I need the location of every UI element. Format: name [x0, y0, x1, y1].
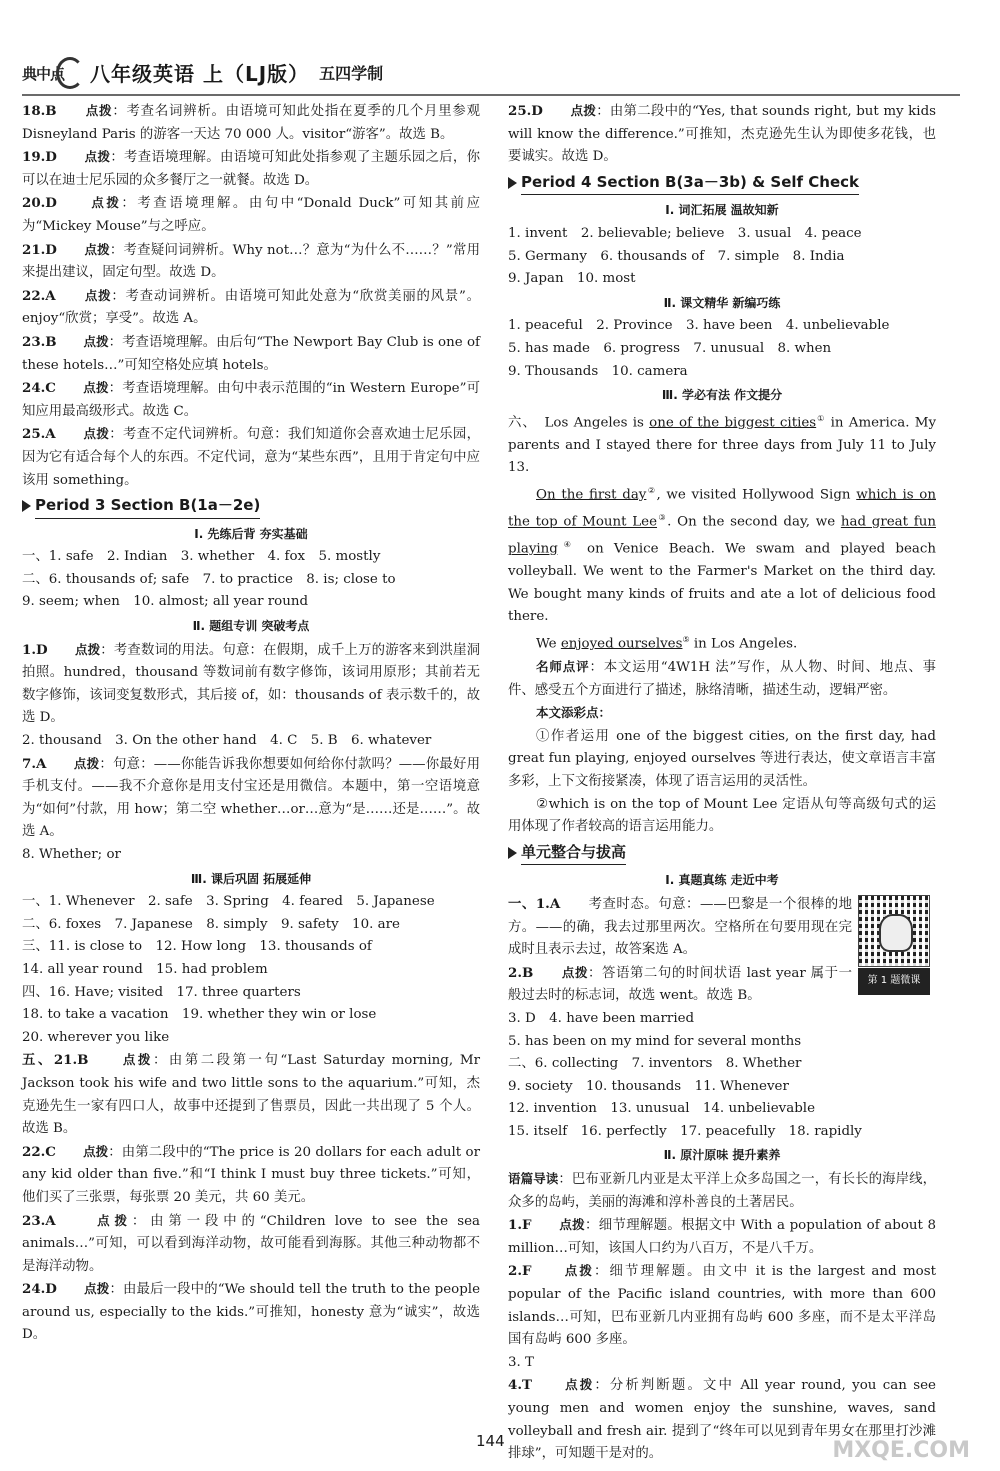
hint-label: 点拨 [83, 1143, 109, 1159]
hint-label: 点拨 [559, 1217, 585, 1233]
answer-line: 5. Germany 6. thousands of 7. simple 8. India [508, 248, 845, 264]
item-answer: A [45, 287, 56, 304]
period-4-heading: Period 4 Section B(3a－3b) & Self Check [508, 171, 936, 196]
item-answer: B [45, 103, 57, 119]
qr-code-icon[interactable] [858, 895, 930, 967]
page-number: 144 [476, 1432, 505, 1450]
hint-label: 点拨 [84, 1281, 110, 1297]
item-number: 五、21. [22, 1052, 78, 1069]
item-text: ：考查动词辨析。由语境可知此处意为“欣赏美丽的风景”。enjoy“欣赏；享受”。故选 A。 [22, 288, 480, 327]
header-rule [22, 94, 960, 96]
item-number: 1. [22, 641, 36, 658]
item-text: 考查时态。句意：——巴黎是一个很棒的地方。——的确，我去过那里两次。空格所在句要用现在完成时且表示去过，故答案选 A。 [508, 896, 853, 958]
answer-item [508, 1260, 936, 1351]
page-header [22, 54, 383, 90]
answer-item [22, 1210, 480, 1279]
teacher-avatar-icon [879, 914, 913, 952]
brand-logo-text: 典中点 [22, 65, 65, 83]
hint-label: 点拨 [561, 964, 589, 980]
item-answer: A [35, 755, 47, 772]
item-text: ：考查语境理解。由句中“Donald Duck”可知其前应为“Mickey Mouse”与之呼应。 [22, 196, 480, 234]
unit-line-3: 3. T [508, 1354, 534, 1370]
passage-guide: 语篇导读：巴布亚新几内亚是太平洋上众多岛国之一，有长长的海岸线，众多的岛屿，美丽的海滩和淳朴善良的土著居民。 [508, 1171, 936, 1210]
item-text: ：考查语境理解。由语境可知此处指参观了主题乐园之后，你可以在迪士尼乐园的众多餐厅之一就餐。故选 D。 [22, 150, 481, 188]
answer-item [22, 100, 480, 146]
item-number: 24. [22, 380, 46, 397]
item-answer: T [521, 1377, 532, 1394]
answer-item [508, 100, 936, 169]
answer-line: 14. all year round 15. had problem [22, 961, 268, 977]
item-number: 23. [22, 333, 46, 350]
hint-label: 点拨 [73, 755, 100, 771]
section-2-items [22, 639, 480, 730]
answer-line: 9. Thousands 10. camera [508, 363, 688, 379]
item-number: 24. [22, 1281, 46, 1298]
item-answer: D [45, 195, 57, 212]
answer-line: 3. D 4. have been married [508, 1010, 695, 1026]
answer-item [22, 377, 480, 423]
brand-logo [22, 57, 84, 87]
answer-line: 四、16. Have; visited 17. three quarters [22, 984, 301, 1000]
item-answer: C [45, 1143, 56, 1160]
answer-item [22, 1278, 480, 1347]
item-text: ：分析判断题。文中 All year round, you can see young men and women enjoy the sunshine, waves, sand volleyball and fresh air. 提到了“终年可以见到青年男女在那里打沙滩排球”，可知题干是对的。 [508, 1378, 936, 1462]
p4-section-3-heading: Ⅲ. 学必有法 作文提分 [661, 388, 783, 403]
item-number: 18. [22, 103, 46, 119]
item-answer: D [45, 149, 57, 166]
section-3-heading: Ⅲ. 课后巩固 拓展延伸 [190, 871, 312, 886]
book-subtitle: 五四学制 [319, 63, 384, 83]
item-answer: B [521, 964, 534, 981]
item-answer: D [531, 103, 543, 119]
answer-line: 二、6. collecting 7. inventors 8. Whether [508, 1056, 802, 1072]
answer-list-left-top [22, 100, 480, 492]
answer-item [22, 1141, 480, 1210]
item-text: ：考查数词的用法。句意：在假期，成千上万的游客来到洪崖洞拍照。hundred，thousand 等数词前有数字修饰，该词用原形；其前若无数字修饰，该词变复数形式，其后接 of，如：thousands of 表示数千的，故选 D。 [22, 642, 481, 726]
hint-label: 点拨 [565, 1377, 595, 1393]
answer-line: 9. society 10. thousands 11. Whenever [508, 1078, 789, 1094]
brand-logo-mark [56, 57, 84, 89]
item-text: ：句意：——你能告诉我你想要如何给你付款吗？——你最好用手机支付。——我不介意你是用支付宝还是用微信。本题中，第一空语境意为“如何”付款，用 how；第二空 whether…or…意为“是……还是……”。故选 A。 [22, 756, 481, 840]
answer-item [22, 423, 480, 492]
answer-item [22, 1049, 480, 1140]
section-2-heading: Ⅱ. 题组专训 突破考点 [192, 619, 310, 634]
unit-answers [508, 1008, 936, 1144]
highlight-1: ①作者运用 one of the biggest cities, on the first day, had great fun playing, enjoyed ourselves 等进行表达，使文章语言丰富多彩，上下文衔接紧凑，体现了语言运用的灵活性。 [508, 728, 936, 789]
answer-list-right-top [508, 100, 936, 169]
answer-line: 15. itself 16. perfectly 17. peacefully 18. rapidly [508, 1123, 862, 1139]
item-text: ：由第二段第一句“Last Saturday morning, Mr Jackson took his wife and two little sons to the aquarium.”可知，杰克逊先生一家有四口人，故事中还提到了售票员，因此一共出现了 5 个人。故选 B。 [22, 1053, 481, 1137]
answer-line: 5. has made 6. progress 7. unusual 8. when [508, 340, 832, 356]
item-number: 21. [22, 241, 46, 258]
answer-item [22, 192, 480, 238]
answer-line: 9. Japan 10. most [508, 271, 636, 287]
section-2-line-b: 8. Whether; or [22, 847, 121, 862]
item-answer: A [45, 1212, 56, 1229]
answer-item [508, 1214, 936, 1260]
item-text: ：由第二段中的“The price is 20 dollars for each adult or any kid older than five.”和“I think I must buy three tickets.”可知，他们买了三张票，每张票 20 美元，共 60 美元。 [22, 1144, 481, 1205]
item-text: ：考查名词辨析。由语境可知此处指在夏季的几个月里参观 Disneyland Paris 的游客一天达 70 000 人。visitor“游客”。故选 B。 [22, 104, 480, 142]
item-number: 4. [508, 1377, 522, 1394]
answer-line: 一、1. Whenever 2. safe 3. Spring 4. feared 5. Japanese [22, 894, 435, 910]
section-3-items [22, 1049, 480, 1347]
item-text: ：考查疑问词辨析。Why not…？意为“为什么不……？”常用来提出建议，固定句型。故选 D。 [22, 242, 481, 281]
answer-line: 三、11. is close to 12. How long 13. thousands of [22, 939, 372, 955]
item-answer: D [35, 641, 48, 658]
highlight-2: ②which is on the top of Mount Lee 定语从句等高级句式的运用体现了作者较高的语言运用能力。 [508, 796, 936, 835]
p4-section-2-heading: Ⅱ. 课文精华 新编巧练 [663, 295, 781, 310]
qr-caption: 第 1 题微课 [858, 968, 930, 995]
left-column [22, 100, 480, 1347]
essay-paragraph-3: We enjoyed ourselves⑤ in Los Angeles. [536, 634, 798, 652]
section-1-heading: Ⅰ. 先练后背 夯实基础 [194, 526, 308, 541]
item-text: ：由最后一段中的“We should tell the truth to the people around us, especially to the kids.”可推知，honesty 意为“诚实”，故选 D。 [22, 1282, 480, 1343]
unit-section-2-heading: Ⅱ. 原汁原味 提升素养 [663, 1148, 781, 1163]
item-number: 1. [508, 1217, 522, 1234]
answer-line: 5. has been on my mind for several months [508, 1033, 802, 1049]
answer-line: 20. wherever you like [22, 1029, 170, 1045]
item-number: 23. [22, 1212, 46, 1229]
item-text: ：考查语境理解。由后句“The Newport Bay Club is one of these hotels…”可知空格处应填 hotels。 [22, 334, 480, 373]
item-text: ：考查不定代词辨析。句意：我们知道你会喜欢迪士尼乐园，因为它有适合每个人的东西。不定代词，意为“某些东西”，且用于肯定句中应该用 something。 [22, 427, 481, 488]
section-1-answers [22, 546, 480, 614]
item-number: 25. [22, 426, 46, 443]
item-text: ：由第一段中的“Children love to see the sea animals…”可知，可以看到海洋动物，故可能看到海豚。其他三种动物都不是海洋动物。 [22, 1213, 480, 1274]
answer-line: 1. peaceful 2. Province 3. have been 4. unbelievable [508, 318, 890, 334]
section-3-answers [22, 891, 480, 1049]
p4-section-1-heading: Ⅰ. 词汇拓展 温故知新 [665, 203, 779, 218]
answer-line: 18. to take a vacation 19. whether they win or lose [22, 1007, 377, 1023]
p4-section-1-answers [508, 223, 936, 291]
answer-line: 二、6. foxes 7. Japanese 8. simply 9. safety 10. are [22, 916, 400, 932]
triangle-bullet-icon [508, 177, 517, 189]
item-answer: B [45, 333, 57, 350]
hint-label: 点拨 [564, 1263, 594, 1279]
item-number: 7. [22, 755, 36, 772]
hint-label: 点拨 [83, 380, 109, 396]
answer-item [22, 753, 480, 844]
answer-line: 二、6. thousands of; safe 7. to practice 8. is; close to [22, 571, 396, 587]
right-column [508, 100, 936, 1466]
section-2-line-a: 2. thousand 3. On the other hand 4. C 5. B 6. whatever [22, 733, 432, 749]
answer-line: 9. seem; when 10. almost; all year round [22, 594, 309, 610]
item-answer: D [45, 241, 57, 258]
answer-line: 12. invention 13. unusual 14. unbelievable [508, 1101, 816, 1117]
teacher-comment: 名师点评：本文运用“4W1H 法”写作，从人物、时间、地点、事件、感受五个方面进行了描述，脉络清晰，描述生动，逻辑严密。 [508, 659, 936, 698]
item-text: ：细节理解题。根据文中 With a population of about 8 million…可知，该国人口约为八百万，不是八千万。 [508, 1218, 936, 1256]
qr-code-block[interactable] [858, 895, 936, 995]
answer-item [22, 331, 480, 377]
hint-label: 点拨 [570, 103, 597, 118]
hint-label: 点拨 [122, 1052, 153, 1068]
essay-paragraph-2: On the first day②, we visited Hollywood Sign which is on the top of Mount Lee③. On the second day, we had great fun playing④ on Venice Beach. We swam and played beach volleyball. We went to the Farmer's Market on the third day. We bought many kinds of fruits and ate a lot of delicious food there. [508, 485, 937, 625]
answer-line: 1. invent 2. believable; believe 3. usual 4. peace [508, 225, 862, 241]
item-number: 22. [22, 287, 46, 304]
hint-label: 点拨 [83, 426, 110, 442]
item-answer: F [521, 1263, 532, 1280]
hint-label: 点拨 [83, 333, 109, 349]
item-number: 19. [22, 149, 46, 166]
item-number: 25. [508, 103, 532, 119]
item-number: 20. [22, 195, 46, 212]
hint-label: 点拨 [84, 241, 110, 257]
answer-item [22, 285, 480, 331]
answer-item [22, 639, 480, 730]
item-answer: B [77, 1052, 89, 1069]
item-answer: C [45, 380, 56, 397]
item-answer: D [45, 1281, 57, 1298]
item-text: ：细节理解题。由文中 it is the largest and most popular of the Pacific island countries, with more than 600 islands…可知，巴布亚新几内亚拥有岛屿 600 多座，而不是太平洋岛国有岛屿 600 多座。 [508, 1264, 936, 1348]
item-text: ：由第二段中的“Yes, that sounds right, but my kids will know the difference.”可推知，杰克逊先生认为即使多花钱，也要诚实。故选 D。 [508, 104, 937, 165]
item-number: 一、1. [508, 895, 550, 912]
item-answer: A [45, 426, 56, 443]
hint-label: 点拨 [91, 195, 122, 211]
item-text: ：考查语境理解。由句中表示范围的“in Western Europe”可知应用最高级形式。故选 C。 [22, 381, 480, 419]
unit-review-heading: 单元整合与拔高 [508, 841, 936, 866]
highlight-label: 本文添彩点： [536, 705, 612, 721]
hint-label: 点拨 [84, 149, 111, 165]
hint-label: 点拨 [85, 103, 113, 118]
item-number: 22. [22, 1143, 46, 1160]
p4-section-2-answers [508, 315, 936, 383]
hint-label: 点拨 [84, 287, 112, 303]
section-2-items-b [22, 753, 480, 844]
essay-paragraph-1: 六、 Los Angeles is one of the biggest cities① in America. My parents and I stayed there for three days from July 11 to July 13. [508, 413, 937, 476]
unit-section-1-heading: Ⅰ. 真题真练 走近中考 [665, 873, 779, 888]
answer-line: 一、1. safe 2. Indian 3. whether 4. fox 5. mostly [22, 549, 381, 565]
book-title: 八年级英语 上（LJ版） [90, 61, 310, 86]
unit-items-2 [508, 1214, 936, 1352]
item-answer: F [521, 1217, 532, 1234]
answer-item [22, 239, 480, 285]
triangle-bullet-icon [508, 847, 517, 859]
item-text: ：答语第二句的时间状语 last year 属于一般过去时的标志词，故选 went。故选 B。 [508, 965, 852, 1004]
item-number: 2. [508, 1263, 522, 1280]
item-answer: A [549, 895, 561, 912]
period-3-heading: Period 3 Section B(1a－2e) [22, 494, 480, 519]
answer-item [22, 146, 480, 192]
watermark: MXQE.COM [832, 1438, 970, 1463]
hint-label: 点拨 [97, 1212, 132, 1228]
item-number: 2. [508, 964, 522, 981]
hint-label: 点拨 [74, 641, 101, 657]
triangle-bullet-icon [22, 500, 31, 512]
